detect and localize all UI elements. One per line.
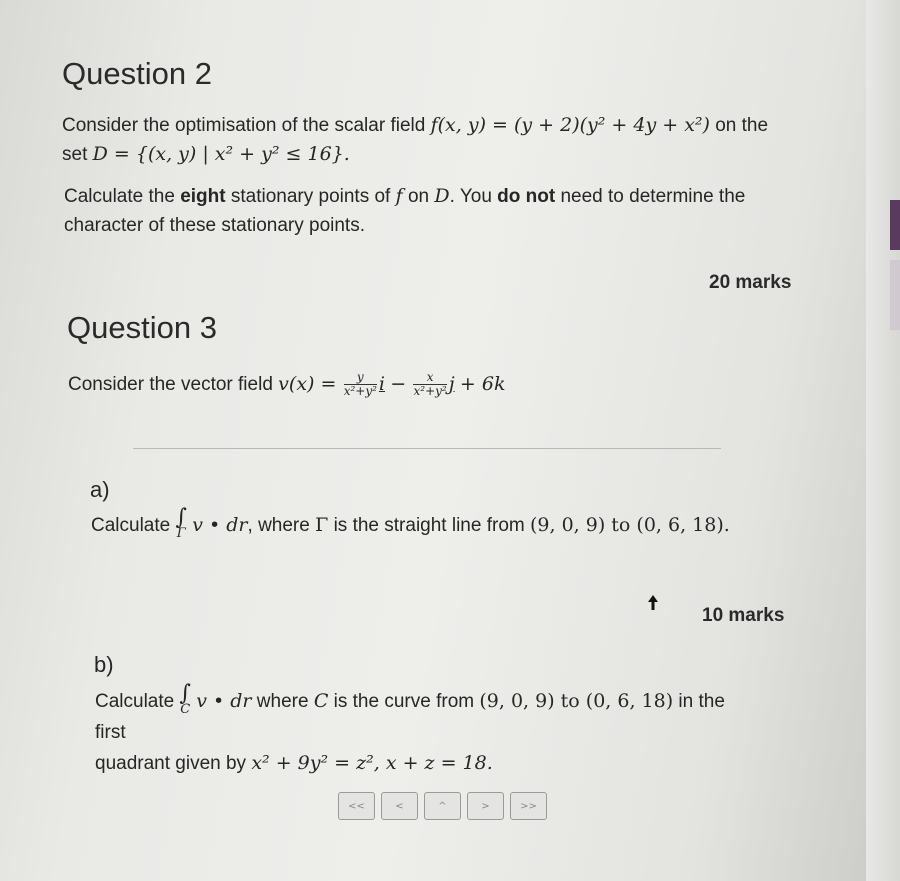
part-b-statement [95, 681, 755, 778]
q3-minus: − [390, 373, 407, 395]
prev-page-button[interactable]: < [381, 792, 418, 820]
q3-frac-2 [413, 371, 446, 398]
question-2-statement [62, 111, 802, 169]
frac2-den: x²+y² [413, 384, 447, 399]
right-edge-strip [866, 0, 900, 881]
pagination-bar [338, 792, 547, 820]
part-a-calc: Calculate [91, 515, 171, 537]
q3-i: i [378, 373, 385, 395]
frac2-num: x [426, 370, 434, 385]
q2-marks: 20 marks [709, 272, 792, 293]
part-b-c: C [313, 690, 329, 713]
last-page-button[interactable]: >> [510, 792, 547, 820]
q2-text-on: on the [715, 115, 769, 136]
q2-text: Consider the optimisation of the scalar field [62, 115, 426, 136]
mouse-cursor-icon [646, 594, 660, 612]
part-a-points: (9, 0, 9) to (0, 6, 18). [530, 514, 730, 537]
side-tab-light[interactable] [890, 260, 900, 330]
q2-task-text: Calculate the [64, 186, 175, 207]
part-b-line-1 [95, 681, 755, 747]
q2-task-text-4: need to determine the [560, 186, 746, 207]
frac1-num: y [356, 370, 364, 385]
part-a-where: , where [247, 515, 310, 537]
q2-do-not: do not [497, 186, 556, 207]
integral-sign: ∫ Γ [175, 505, 187, 541]
q2-line-1 [62, 111, 802, 140]
part-b-line-2 [95, 749, 755, 778]
question-3-title: Question 3 [67, 310, 217, 345]
q2-f: f [395, 185, 403, 207]
up-button[interactable]: ^ [424, 792, 461, 820]
part-b-where: where [256, 691, 309, 713]
side-tab[interactable] [890, 200, 900, 250]
q2-task-line-1 [64, 182, 804, 211]
part-b-points: (9, 0, 9) to (0, 6, 18) [479, 690, 674, 713]
next-page-button[interactable]: > [467, 792, 504, 820]
part-b-rest: is the curve from [333, 691, 475, 713]
part-b-rest-2: in the first [95, 691, 725, 743]
part-a-statement [91, 505, 731, 542]
frac1-den: x²+y² [343, 384, 377, 399]
q3-text: Consider the vector field [68, 374, 273, 395]
integral-sign-c: ∫ C [179, 681, 191, 717]
part-b-equation: x² + 9y² = z², x + z = 18. [251, 752, 493, 774]
part-a-marks: 10 marks [702, 605, 785, 626]
question-2-task [64, 182, 804, 240]
q2-on: on [407, 186, 430, 207]
q2-task-line-2: character of these stationary points. [64, 215, 365, 236]
question-2-title: Question 2 [62, 56, 212, 91]
q2-field: f(x, y) = (y + 2)(y² + 4y + x²) [430, 114, 710, 136]
divider [133, 448, 721, 449]
q3-frac-1 [344, 371, 377, 398]
part-a-gamma: Γ [315, 514, 329, 537]
part-b-calc: Calculate [95, 691, 175, 713]
part-b-prefix-2: quadrant given by [95, 753, 247, 774]
q3-j: j [448, 373, 455, 395]
q2-task-text-3: . You [449, 186, 492, 207]
q2-eight: eight [180, 186, 226, 207]
part-b-integrand: v • dr [196, 690, 252, 713]
question-3-statement [68, 370, 768, 399]
integral-sub-c: C [180, 702, 191, 717]
part-a-rest: is the straight line from [333, 515, 525, 537]
integral-sub-gamma: Γ [176, 526, 186, 541]
q2-set: D = {(x, y) | x² + y² ≤ 16}. [92, 143, 350, 165]
part-a-label: a) [90, 477, 110, 502]
first-page-button[interactable]: << [338, 792, 375, 820]
part-b-label: b) [94, 652, 114, 677]
q3-v-lhs: v(x) = [278, 373, 337, 395]
q2-d: D [434, 185, 450, 207]
q2-set-prefix: set [62, 144, 88, 165]
part-a-integrand: v • dr [192, 514, 248, 537]
q2-task-text-2: stationary points of [230, 186, 391, 207]
q3-plus-6k: + 6k [459, 373, 506, 395]
q2-line-2 [62, 140, 802, 169]
